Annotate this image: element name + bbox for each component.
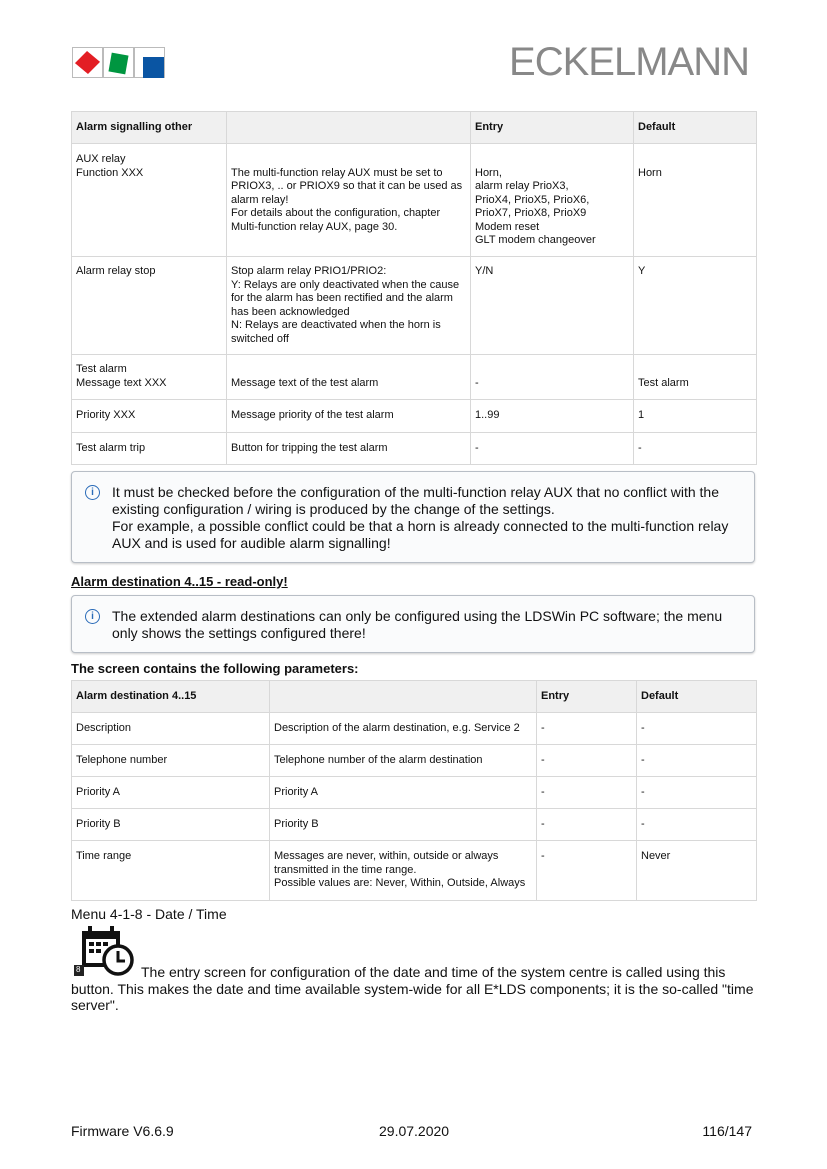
header-cell: Alarm signalling other <box>72 112 227 144</box>
calendar-clock-icon <box>74 925 136 977</box>
cell: Telephone number <box>72 745 270 777</box>
cell: Priority B <box>72 809 270 841</box>
cell: Priority XXX <box>72 400 227 433</box>
cell: 1 <box>634 400 757 433</box>
cell: - <box>537 713 637 745</box>
info-icon: i <box>85 609 100 624</box>
cell: Description of the alarm destination, e.g. Service 2 <box>270 713 537 745</box>
info-note-aux <box>71 471 755 563</box>
cell: Description <box>72 713 270 745</box>
cell: - <box>637 713 757 745</box>
menu-title: Menu 4-1-8 - Date / Time <box>71 906 227 922</box>
cell: The multi-function relay AUX must be set to PRIOX3, .. or PRIOX9 so that it can be used as alarm relay! For details about the configuration, chapter Multi-function relay AUX, page 30. <box>227 144 471 257</box>
header-cell <box>270 681 537 713</box>
alarm-signalling-table <box>71 111 757 465</box>
info-icon: i <box>85 485 100 500</box>
header-cell: Entry <box>471 112 634 144</box>
cell: Button for tripping the test alarm <box>227 433 471 465</box>
table-row <box>72 841 757 901</box>
cell: Stop alarm relay PRIO1/PRIO2: Y: Relays are only deactivated when the cause for the alarm has been rectified and the alarm has been acknowledged N: Relays are deactivated when the horn is switched off <box>227 257 471 355</box>
table-header-row <box>72 112 757 144</box>
cell: Priority B <box>270 809 537 841</box>
table-row <box>72 257 757 355</box>
header-cell <box>227 112 471 144</box>
cell: Priority A <box>270 777 537 809</box>
cell: Y <box>634 257 757 355</box>
table-row <box>72 777 757 809</box>
cell: - <box>471 433 634 465</box>
cell: - <box>637 745 757 777</box>
info-note-ldswin <box>71 595 755 653</box>
brand-name: ECKELMANN <box>509 40 749 84</box>
icon-badge: 8 <box>76 965 81 974</box>
table-row <box>72 144 757 257</box>
section-title: Alarm destination 4..15 - read-only! <box>71 574 288 589</box>
note-text: It must be checked before the configuration of the multi-function relay AUX that no conflict with the existing configuration / wiring is produced by the change of the settings. For example, a possible conflict could be that a horn is already connected to the multi-function relay AUX and is used for audible alarm signalling! <box>112 484 729 551</box>
cell: Message text of the test alarm <box>227 355 471 400</box>
header-cell: Default <box>634 112 757 144</box>
table-header-row <box>72 681 757 713</box>
footer-firmware: Firmware V6.6.9 <box>71 1123 174 1139</box>
cell: Horn, alarm relay PrioX3, PrioX4, PrioX5, PrioX6, PrioX7, PrioX8, PrioX9 Modem reset GLT modem changeover <box>471 144 634 257</box>
table-row <box>72 809 757 841</box>
cell: Never <box>637 841 757 901</box>
cell: 1..99 <box>471 400 634 433</box>
cell: - <box>537 841 637 901</box>
cell: - <box>634 433 757 465</box>
cell: - <box>537 809 637 841</box>
cell: Horn <box>634 144 757 257</box>
cell: - <box>537 777 637 809</box>
menu-description: The entry screen for configuration of the date and time of the system centre is called using this button. This makes the date and time available system-wide for all E*LDS components; it is the so-called "time server". <box>71 964 754 1013</box>
cell: Time range <box>72 841 270 901</box>
cell: Message priority of the test alarm <box>227 400 471 433</box>
menu-description-block <box>71 925 761 1014</box>
cell: AUX relay Function XXX <box>72 144 227 257</box>
header-cell: Entry <box>537 681 637 713</box>
table-row <box>72 745 757 777</box>
eckelmann-logo <box>72 47 166 78</box>
table-row <box>72 400 757 433</box>
header-cell: Alarm destination 4..15 <box>72 681 270 713</box>
cell: - <box>471 355 634 400</box>
cell: - <box>637 809 757 841</box>
table-row <box>72 713 757 745</box>
cell: - <box>537 745 637 777</box>
footer-page: 116/147 <box>702 1123 752 1139</box>
cell: Telephone number of the alarm destination <box>270 745 537 777</box>
cell: Alarm relay stop <box>72 257 227 355</box>
page-content <box>71 111 756 1014</box>
cell: - <box>637 777 757 809</box>
note-text: The extended alarm destinations can only be configured using the LDSWin PC software; the menu only shows the settings configured there! <box>112 608 723 641</box>
cell: Test alarm trip <box>72 433 227 465</box>
cell: Test alarm <box>634 355 757 400</box>
params-title: The screen contains the following parameters: <box>71 661 359 676</box>
header-cell: Default <box>637 681 757 713</box>
table-row <box>72 433 757 465</box>
cell: Messages are never, within, outside or always transmitted in the time range. Possible values are: Never, Within, Outside, Always <box>270 841 537 901</box>
footer-date: 29.07.2020 <box>379 1123 450 1139</box>
table-row <box>72 355 757 400</box>
alarm-destination-table <box>71 680 757 901</box>
cell: Test alarm Message text XXX <box>72 355 227 400</box>
cell: Priority A <box>72 777 270 809</box>
date-time-icon[interactable] <box>74 925 136 977</box>
cell: Y/N <box>471 257 634 355</box>
